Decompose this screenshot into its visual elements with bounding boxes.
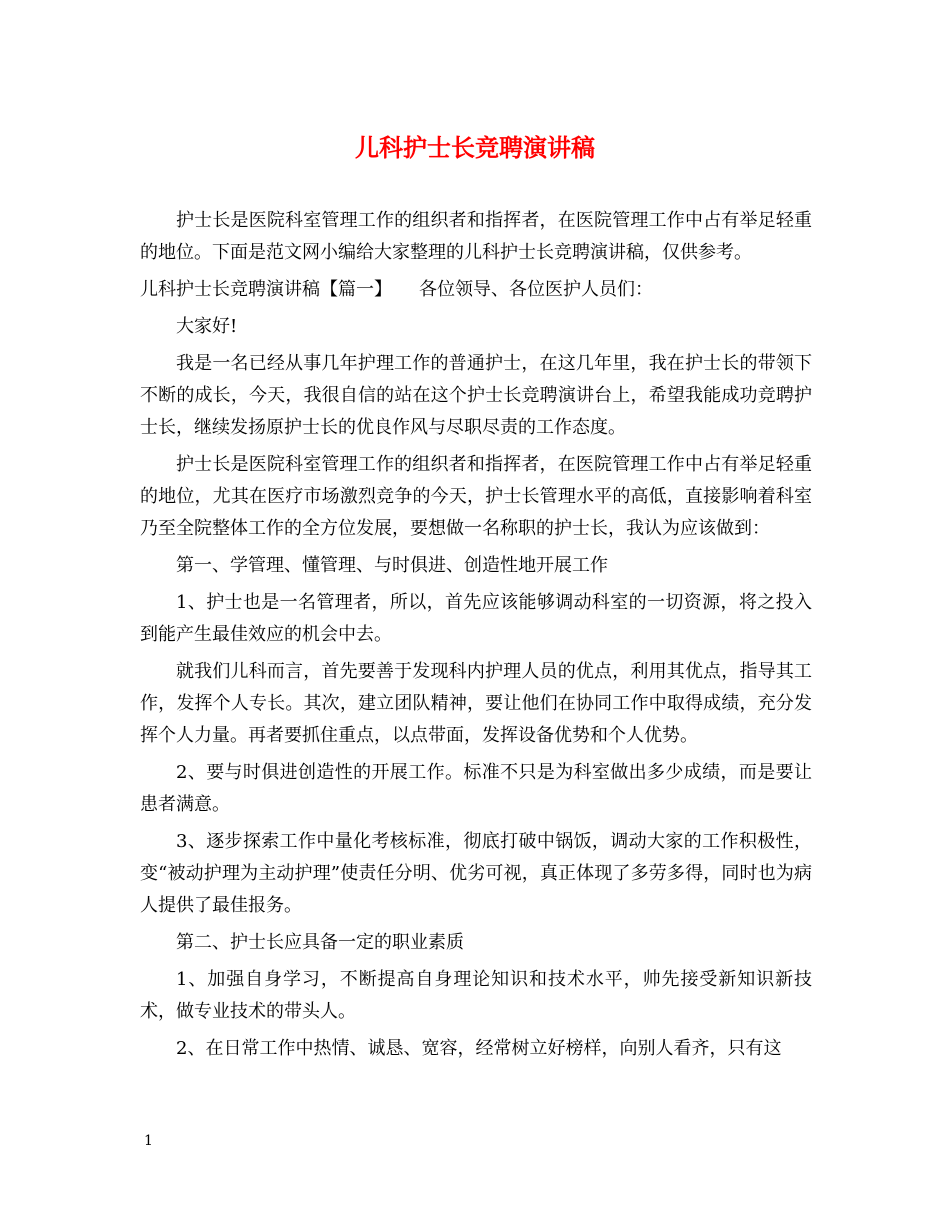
paragraph-point-two-heading: 第二、护士长应具备一定的职业素质 bbox=[176, 932, 464, 953]
paragraph-intro: 护士长是医院科室管理工作的组织者和指挥者，在医院管理工作中占有举足轻重的地位。下面是范文网小编给大家整理的儿科护士长竞聘演讲稿，仅供参考。 bbox=[140, 210, 812, 263]
paragraph-point-two-item-1: 1、加强自身学习，不断提高自身理论知识和技术水平，帅先接受新知识新技术，做专业技术的带头人。 bbox=[140, 969, 812, 1022]
paragraph-point-one-item-1: 1、护士也是一名管理者，所以，首先应该能够调动科室的一切资源，将之投入到能产生最佳效应的机会中去。 bbox=[140, 592, 812, 645]
paragraph-self-intro: 我是一名已经从事几年护理工作的普通护士，在这几年里，我在护士长的带领下不断的成长，今天，我很自信的站在这个护士长竞聘演讲台上，希望我能成功竞聘护士长，继续发扬原护士长的优良作风与尽职尽责的工作态度。 bbox=[140, 353, 812, 438]
page-number: 1 bbox=[144, 1133, 153, 1149]
paragraph-point-one-item-3: 3、逐步探索工作中量化考核标准，彻底打破中锅饭，调动大家的工作积极性，变“被动护理为主动护理”使责任分明、优劣可视，真正体现了多劳多得，同时也为病人提供了最佳报务。 bbox=[140, 831, 812, 916]
paragraph-role: 护士长是医院科室管理工作的组织者和指挥者，在医院管理工作中占有举足轻重的地位，尤其在医疗市场激烈竞争的今天，护士长管理水平的高低，直接影响着科室乃至全院整体工作的全方位发展，要想做一名称职的护士长，我认为应该做到： bbox=[140, 454, 812, 539]
paragraph-greeting: 大家好! bbox=[176, 316, 238, 337]
document-body bbox=[140, 205, 812, 1070]
paragraph-pediatrics: 就我们儿科而言，首先要善于发现科内护理人员的优点，利用其优点，指导其工作，发挥个人专长。其次，建立团队精神，要让他们在协同工作中取得成绩，充分发挥个人力量。再者要抓住重点，以点带面，发挥设备优势和个人优势。 bbox=[140, 661, 812, 746]
paragraph-point-one-heading: 第一、学管理、懂管理、与时俱进、创造性地开展工作 bbox=[176, 555, 608, 576]
paragraph-section-heading: 儿科护士长竞聘演讲稿【篇一】 各位领导、各位医护人员们： bbox=[140, 279, 653, 300]
paragraph-point-two-item-2: 2、在日常工作中热情、诚恳、宽容，经常树立好榜样，向别人看齐，只有这 bbox=[176, 1038, 782, 1059]
document-title: 儿科护士长竞聘演讲稿 bbox=[355, 133, 595, 162]
paragraph-point-one-item-2: 2、要与时俱进创造性的开展工作。标准不只是为科室做出多少成绩，而是要让患者满意。 bbox=[140, 762, 812, 815]
